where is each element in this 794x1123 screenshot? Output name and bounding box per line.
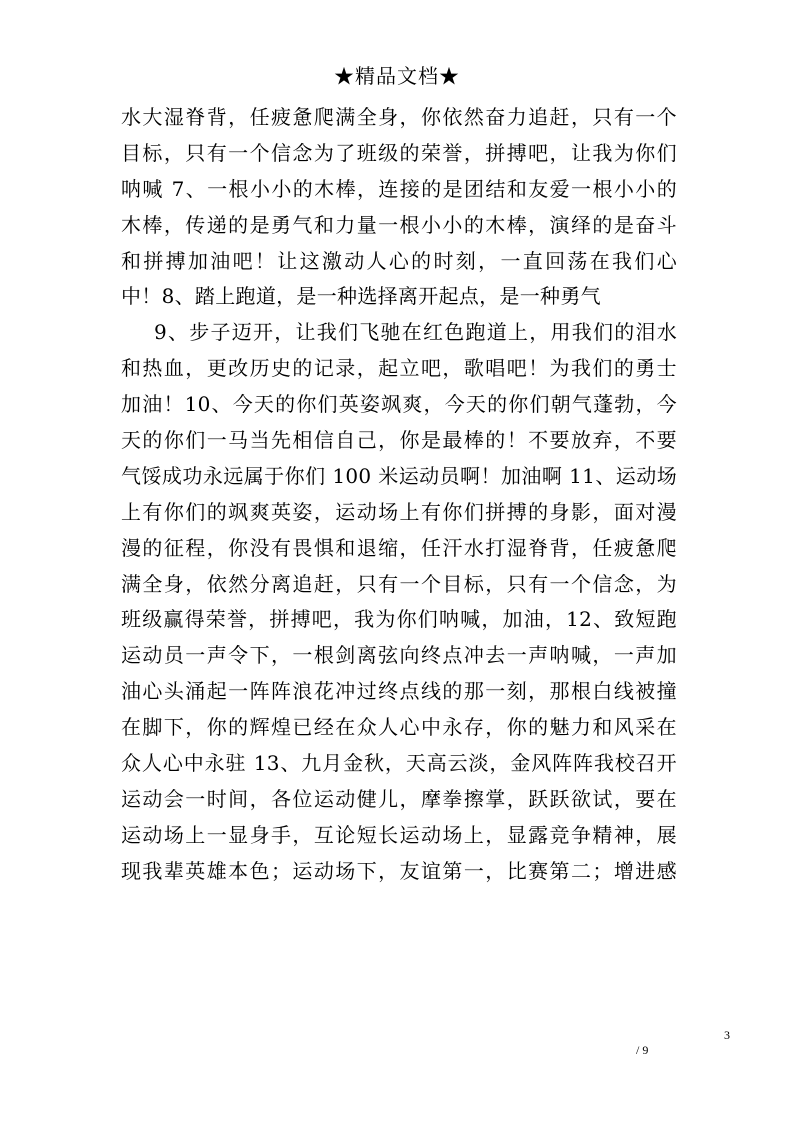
text-line: 在脚下，你的辉煌已经在众人心中永存，你的魅力和风采在 [121,715,677,740]
text-line: 气馁成功永远属于你们 100 米运动员啊！加油啊 11、运动场 [121,463,677,488]
text-line: 木棒，传递的是勇气和力量一根小小的木棒，演绎的是奋斗 [121,212,677,237]
text-line: 漫的征程，你没有畏惧和退缩，任汗水打湿脊背，任疲惫爬 [121,535,677,560]
text-line: 油心头涌起一阵阵浪花冲过终点线的那一刻，那根白线被撞 [121,679,677,704]
text-line: 众人心中永驻 13、九月金秋，天高云淡，金风阵阵我校召开 [121,751,677,776]
text-line: 班级赢得荣誉，拼搏吧，我为你们呐喊，加油，12、致短跑 [121,607,677,632]
page-number: 3 [724,1028,730,1042]
text-line: 加油！10、今天的你们英姿飒爽，今天的你们朝气蓬勃，今 [121,392,677,417]
text-line: 运动员一声令下，一根剑离弦向终点冲去一声呐喊，一声加 [121,643,677,668]
text-line: 和热血，更改历史的记录，起立吧，歌唱吧！为我们的勇士 [121,356,677,381]
text-line: 呐喊 7、一根小小的木棒，连接的是团结和友爱一根小小的 [121,176,677,201]
text-line: 运动场上一显身手，互论短长运动场上，显露竞争精神，展 [121,822,677,847]
paragraph-first-line: 9、步子迈开，让我们飞驰在红色跑道上，用我们的泪水 [154,320,677,345]
text-line: 中！8、踏上跑道，是一种选择离开起点，是一种勇气 [121,284,601,309]
text-line: 满全身，依然分离追赶，只有一个目标，只有一个信念，为 [121,571,677,596]
document-header: ★精品文档★ [334,64,460,88]
text-line: 上有你们的飒爽英姿，运动场上有你们拼搏的身影，面对漫 [121,499,677,524]
document-body [121,100,677,890]
text-line: 水大湿脊背，任疲惫爬满全身，你依然奋力追赶，只有一个 [121,105,677,129]
page-count: / 9 [636,1043,649,1057]
text-line: 现我辈英雄本色；运动场下，友谊第一，比赛第二；增进感 [121,858,677,883]
text-line: 目标，只有一个信念为了班级的荣誉，拼搏吧，让我为你们 [121,140,677,165]
text-line: 和拼搏加油吧！让这激动人心的时刻，一直回荡在我们心 [121,248,677,273]
text-line: 运动会一时间，各位运动健儿，摩拳擦掌，跃跃欲试，要在 [121,786,677,811]
text-line: 天的你们一马当先相信自己，你是最棒的！不要放弃，不要 [121,428,677,453]
